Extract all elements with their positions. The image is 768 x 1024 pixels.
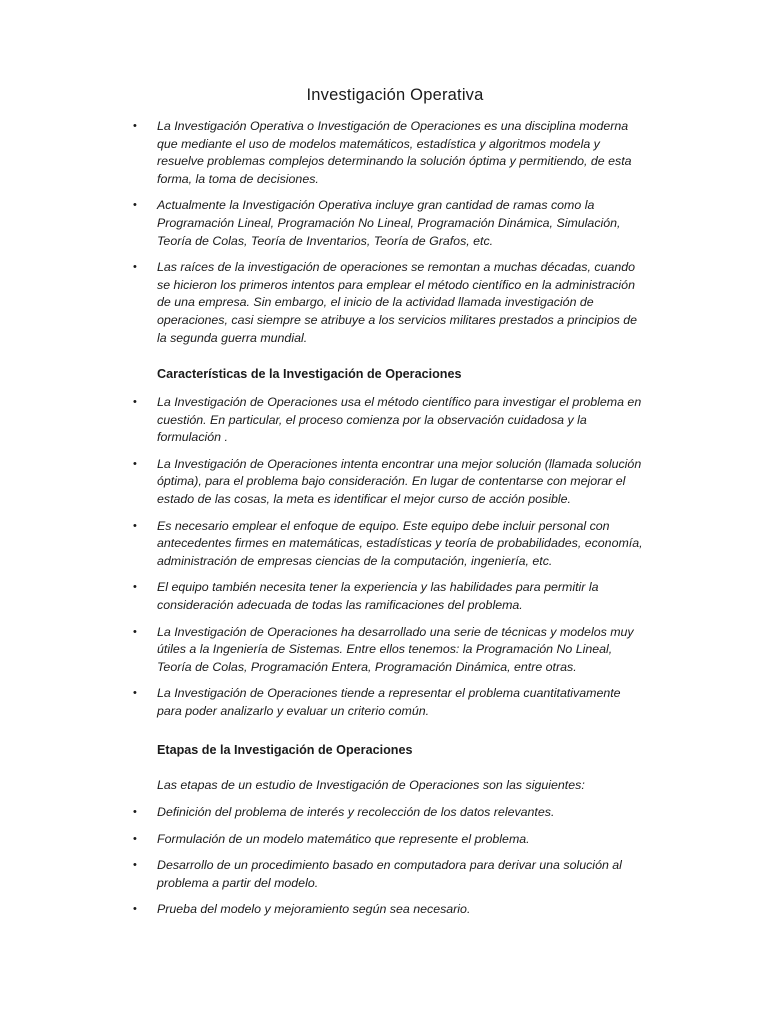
list-item bbox=[0, 118, 647, 188]
bullet-icon: • bbox=[133, 859, 137, 872]
list-item bbox=[0, 579, 647, 614]
list-item-text: La Investigación de Operaciones tiende a representar el problema cuantitativamente para poder analizarlo y evaluar un criterio común. bbox=[157, 686, 621, 718]
bullet-icon: • bbox=[133, 903, 137, 916]
list-item bbox=[0, 197, 647, 250]
bullet-icon: • bbox=[133, 581, 137, 594]
characteristics-list bbox=[0, 394, 768, 730]
list-item bbox=[0, 901, 647, 919]
list-item bbox=[0, 259, 647, 347]
bullet-icon: • bbox=[133, 120, 137, 132]
bullet-icon: • bbox=[133, 625, 137, 638]
intro-list bbox=[0, 118, 768, 356]
list-item bbox=[0, 804, 647, 822]
list-item-text: La Investigación de Operaciones ha desarrollado una serie de técnicas y modelos muy útiles a la Ingeniería de Sistemas. Entre ellos tenemos: la Programación No Lineal, Teoría de Colas, Programación Entera, Programación Dinámica, entre otras. bbox=[157, 624, 634, 674]
list-item bbox=[0, 685, 647, 720]
bullet-icon: • bbox=[133, 519, 137, 532]
stages-heading: Etapas de la Investigación de Operaciones bbox=[157, 743, 413, 757]
stages-intro: Las etapas de un estudio de Investigación de Operaciones son las siguientes: bbox=[157, 778, 585, 792]
list-item-text: La Investigación de Operaciones intenta encontrar una mejor solución (llamada solución óptima), para el problema bajo consideración. En lugar de contentarse con mejorar el estado de las cosas, la meta es identificar el mejor curso de acción posible. bbox=[157, 456, 642, 506]
list-item bbox=[0, 857, 647, 892]
list-item bbox=[0, 624, 647, 677]
bullet-icon: • bbox=[133, 261, 137, 274]
list-item bbox=[0, 456, 647, 509]
stages-list bbox=[0, 804, 768, 928]
list-item-text: Prueba del modelo y mejoramiento según sea necesario. bbox=[157, 902, 471, 917]
bullet-icon: • bbox=[133, 396, 137, 408]
bullet-icon: • bbox=[133, 832, 137, 845]
list-item-text: La Investigación de Operaciones usa el método científico para investigar el problema en cuestión. En particular, el proceso comienza por la observación cuidadosa y la formulación . bbox=[157, 395, 642, 445]
bullet-icon: • bbox=[133, 806, 137, 818]
characteristics-heading: Características de la Investigación de Operaciones bbox=[157, 367, 462, 381]
list-item-text: Las raíces de la investigación de operaciones se remontan a muchas décadas, cuando se hicieron los primeros intentos para emplear el método científico en la administración de una empresa. Sin embargo, el inicio de la actividad llamada investigación de operaciones, casi siempre se atribuye a los servicios militares prestados a principios de la segunda guerra mundial. bbox=[157, 260, 638, 345]
document-title: Investigación Operativa bbox=[306, 86, 484, 104]
bullet-icon: • bbox=[133, 687, 137, 700]
list-item bbox=[0, 831, 647, 849]
list-item-text: El equipo también necesita tener la experiencia y las habilidades para permitir la consideración adecuada de todas las ramificaciones del problema. bbox=[157, 580, 599, 612]
list-item-text: Desarrollo de un procedimiento basado en computadora para derivar una solución al problema a partir del modelo. bbox=[157, 858, 622, 890]
list-item bbox=[0, 518, 647, 571]
bullet-icon: • bbox=[133, 457, 137, 470]
list-item bbox=[0, 394, 647, 447]
bullet-icon: • bbox=[133, 199, 137, 212]
list-item-text: Es necesario emplear el enfoque de equipo. Este equipo debe incluir personal con antecedentes firmes en matemáticas, estadísticas y teoría de probabilidades, economía, administración de empresas ciencias de la computación, ingeniería, etc. bbox=[157, 518, 643, 568]
list-item-text: Actualmente la Investigación Operativa incluye gran cantidad de ramas como la Programación Lineal, Programación No Lineal, Programación Dinámica, Simulación, Teoría de Colas, Teoría de Inventarios, Teoría de Grafos, etc. bbox=[157, 198, 621, 248]
list-item-text: Definición del problema de interés y recolección de los datos relevantes. bbox=[157, 805, 555, 819]
list-item-text: Formulación de un modelo matemático que represente el problema. bbox=[157, 831, 530, 846]
list-item-text: La Investigación Operativa o Investigación de Operaciones es una disciplina moderna que mediante el uso de modelos matemáticos, estadística y algoritmos modela y resuelve problemas complejos determinando la solución óptima y permitiendo, de esta forma, la toma de decisiones. bbox=[157, 119, 632, 186]
